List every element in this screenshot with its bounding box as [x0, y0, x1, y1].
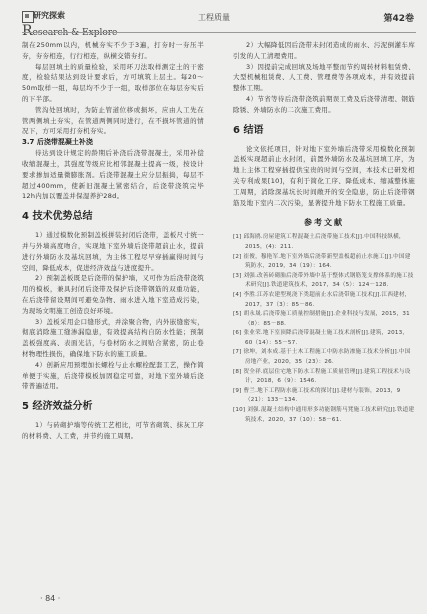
paragraph: 每层回填土的质量检验，采用环刀法取样测定土的干密度，检验结果达到设计要求后，方可填筑上层土。每20～50m取样一组，每层均不少于一组，取样部位在每层夯实后的下半部。 — [22, 62, 204, 103]
section-title-cn: 研究探索 — [33, 11, 65, 20]
volume-label: 第42卷 — [383, 14, 414, 24]
paragraph: 3）因提前完成回填及场地平整而节约周转材料租赁费、大型机械租赁费、人工费、管理费等各项成本，并有效提前整体工期。 — [233, 62, 415, 93]
right-column — [233, 40, 415, 425]
subsection-heading: 3.7 后浇带混凝土补浇 — [22, 138, 93, 147]
section-heading: 6 结语 — [233, 124, 264, 136]
page-number: · 84 · — [40, 594, 61, 603]
left-column — [22, 40, 204, 442]
reference-list — [233, 233, 415, 425]
paragraph: 管沟处回填时，为防止管道位移或损坏，应由人工先在管两侧填土夯实，在管道两侧同时进行，在不损坏管道的情况下，方可采用打夯机夯实。 — [22, 105, 204, 136]
header-rule — [22, 32, 416, 33]
reference-item: [2] 崔俊，穆艳军.地下室外墙后浇带新型盖板超前止水施工[J].中国建筑防水，2019，34（19）：164. — [233, 253, 411, 270]
section-title-en-rest: esearch & Explore — [32, 28, 118, 38]
paragraph: 4）节省等待后浇带浇筑前期误工费及后浇带清理、钢筋除锈、外墙防水的二次施工费用。 — [233, 94, 415, 114]
reference-item: [4] 李胜.江苏农建型现浇下类超前止水后浇带施工技术[J].江西建材，2017，37（3）：85－86. — [233, 291, 411, 308]
reference-item: [3] 刘强.改善砖砌胎后浇带外墙中基于整体式钢筋笼支撑体系的施工技术研究[J].铁道建筑技术，2017，34（5）：124－128. — [233, 272, 414, 289]
section-title-en-initial: R — [22, 23, 33, 39]
reference-item: [8] 贺全祥.底层住宅地下防水工程施工质量管理[J].建筑工程技术与设计，2018，6（9）：1546. — [233, 368, 411, 385]
reference-item: [6] 张业荣.地下室顶降后浇带混凝土施工技术剖析[J].建筑，2013，60（14）：55－57. — [233, 330, 409, 346]
paragraph: 1）与砖砌护墙等传统工艺相比，可节省砌筑、抹灰工序的材料费、人工费，并节约施工周期。 — [22, 421, 204, 440]
reference-item: [9] 曹兰.地下工程防水施工技术的探讨[J].建材与装饰，2013，9（21）：133－134. — [233, 387, 401, 404]
reference-item: [5] 胡永晟.后浇带施工质量控制措施[J].企业科技与发展，2015，31（8）：85－88. — [233, 311, 410, 327]
paragraph: 4）创新应用预埋加长螺栓与止水螺栓配套工艺，操作简单便于实施，后浇带模板加固稳定可靠，对地下室外墙后浇带普遍适用。 — [22, 360, 204, 391]
paragraph: 论文依托项目，针对地下室外墙后浇带采用模数化预制盖板实现超前止水封闭，前置外墙防水及基坑回填工序，为地上主体工程穿插提供宝贵的时间与空间，本技术已研发相关专利成果[10]，有利于简化工序、降低成本、缩减整体施工周期，消除深基坑长时间敞开的安全隐患，防止后浇带钢筋及地下室内二次污染，显著提升地下防水工程施工质量。 — [233, 144, 415, 207]
reference-item: [10] 刘强.混凝土结构中通用形多功能钢筋马凳施工技术研究[J].铁道建筑技术，2020，37（10）：58－61. — [233, 407, 415, 423]
section-title-en — [22, 23, 117, 39]
paragraph: 2）大幅降低因后浇带未封闭造成的雨水、污泥倒灌车库引发的人工清理费用。 — [233, 41, 415, 60]
paragraph: 制在250mm以内，机械夯实不少于3遍，打夯时一夯压半夯，夯夯相连，行行相连，纵横交错夯打。 — [22, 41, 204, 60]
reference-item: [1] 邱海鸥.房屋建筑工程混凝土后浇带施工技术[J].中国科技纵横，2015，(4)：211. — [233, 234, 405, 250]
journal-name: 工程质量 — [198, 13, 230, 22]
paragraph: 2）预制盖板既是后浇带的保护墙，又可作为后浇带浇筑用的模板，兼具封闭后浇带及保护后浇带钢筋的双重功能，在后浇带留设期间可避免杂物、雨水进入地下室造成污染，为现场文明施工创造良好环境。 — [22, 274, 204, 315]
references-title: 参考文献 — [304, 218, 344, 228]
paragraph: 3）盖板采用企口缝形式，并涂聚合物，内外嵌缝密实，彻底消除施工缝渗漏隐患，有效提高结构自防水性能；预制盖板强度高、表面光洁，与卷材防水之间贴合紧密，防止卷材物理性损伤，确保地下防水的施工质量。 — [22, 317, 204, 358]
paragraph: 待达到设计规定的龄期后补浇后浇带混凝土，采用补偿收缩混凝土，其强度等级应比相邻混凝土提高一级，按设计要求掺加适量微膨胀剂。后浇带混凝土应分层振捣，每层不超过400mm，使新旧混凝土紧密结合，后浇带浇筑完毕12h内加以覆盖并保湿养护28d。 — [22, 149, 204, 201]
page-header — [22, 10, 416, 40]
reference-item: [7] 徐坤，刘本成.基于土木工程施工中防水防渗施工技术分析[J].中国房地产业，2020，35（23）：26. — [233, 349, 411, 366]
paragraph: 1）通过模数化预制盖板拼装封闭后浇带，盖板尺寸统一并与外墙高度吻合，实现地下室外墙后浇带超前止水，提前进行外墙防水及基坑回填，为主体工程尽早穿插赢得时间与空间，降低成本，促进经济效益与进度提升。 — [22, 231, 204, 272]
section-heading: 5 经济效益分析 — [22, 401, 93, 413]
section-heading: 4 技术优势总结 — [22, 211, 93, 223]
